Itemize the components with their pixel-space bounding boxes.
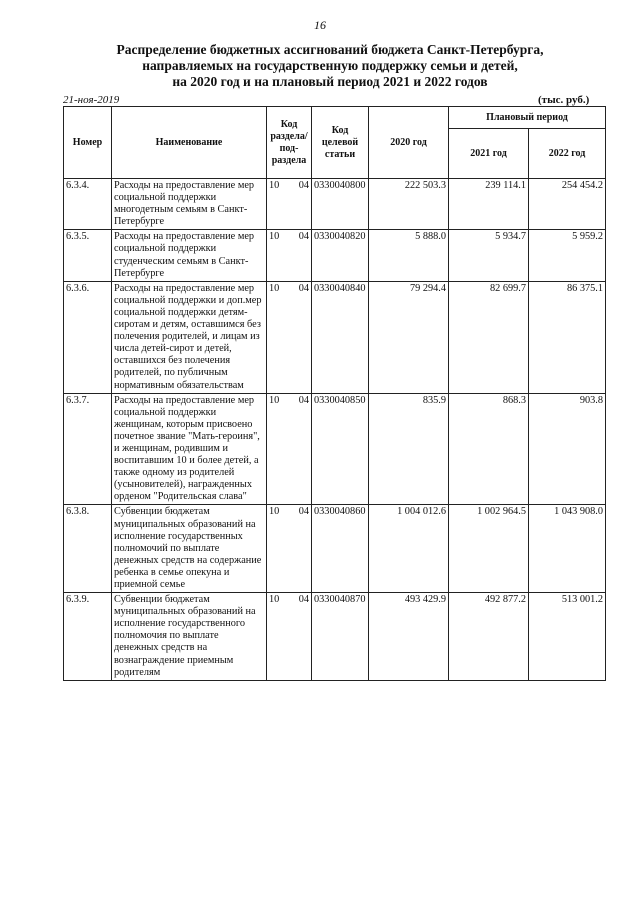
subsection-code: 04	[298, 506, 309, 518]
row-value-2022: 86 375.1	[529, 281, 606, 393]
section-code: 10	[269, 394, 280, 406]
row-value-2021: 868.3	[449, 393, 529, 505]
row-section-code	[267, 281, 312, 393]
row-name: Расходы на предоставление мер социальной поддержки многодетным семьям в Санкт-Петербурге	[112, 179, 267, 230]
subsection-code: 04	[298, 394, 309, 406]
subsection-code: 04	[298, 282, 309, 294]
header-name: Наименование	[112, 107, 267, 179]
document-title	[60, 42, 600, 90]
header-number: Номер	[64, 107, 112, 179]
row-section-code	[267, 505, 312, 593]
document-date: 21-ноя-2019	[63, 94, 120, 106]
row-value-2022: 254 454.2	[529, 179, 606, 230]
title-line: Распределение бюджетных ассигнований бюджета Санкт-Петербурга,	[116, 42, 544, 57]
row-name: Субвенции бюджетам муниципальных образований на исполнение государственных полномочий по выплате денежных средств на содержание ребенка в семье опекуна и приемной семье	[112, 505, 267, 593]
table-row	[64, 281, 606, 393]
row-value-2020: 222 503.3	[369, 179, 449, 230]
header-target-code: Код целевой статьи	[312, 107, 369, 179]
row-target-code: 0330040800	[312, 179, 369, 230]
row-number: 6.3.9.	[64, 593, 112, 681]
row-value-2020: 5 888.0	[369, 230, 449, 281]
row-value-2021: 1 002 964.5	[449, 505, 529, 593]
row-number: 6.3.6.	[64, 281, 112, 393]
header-year-2021: 2021 год	[449, 129, 529, 179]
row-number: 6.3.4.	[64, 179, 112, 230]
table-row	[64, 505, 606, 593]
row-name: Субвенции бюджетам муниципальных образований на исполнение государственного полномочия по выплате денежных средств на вознаграждение приемным родителям	[112, 593, 267, 681]
header-year-2020: 2020 год	[369, 107, 449, 179]
subsection-code: 04	[298, 231, 309, 243]
row-value-2021: 492 877.2	[449, 593, 529, 681]
row-name: Расходы на предоставление мер социальной поддержки студенческим семьям в Санкт-Петербурге	[112, 230, 267, 281]
section-code: 10	[269, 180, 280, 191]
row-number: 6.3.5.	[64, 230, 112, 281]
row-number: 6.3.8.	[64, 505, 112, 593]
section-code: 10	[269, 506, 280, 518]
row-value-2021: 82 699.7	[449, 281, 529, 393]
title-line: направляемых на государственную поддержку семьи и детей,	[142, 58, 518, 73]
title-line: на 2020 год и на плановый период 2021 и 2022 годов	[172, 74, 488, 89]
row-name: Расходы на предоставление мер социальной поддержки женщинам, которым присвоено почетное звание "Мать-героиня", и женщинам, родившим и воспитавшим 10 и более детей, а также одному из родителей (усыновителей), награжденных орденом "Родительская слава"	[112, 393, 267, 505]
row-target-code: 0330040850	[312, 393, 369, 505]
header-section-code: Код раздела/ под- раздела	[267, 107, 312, 179]
table-row	[64, 179, 606, 230]
row-value-2020: 79 294.4	[369, 281, 449, 393]
row-target-code: 0330040860	[312, 505, 369, 593]
page-number: 16	[314, 18, 326, 32]
row-value-2021: 239 114.1	[449, 179, 529, 230]
row-value-2021: 5 934.7	[449, 230, 529, 281]
section-code: 10	[269, 231, 280, 243]
row-target-code: 0330040820	[312, 230, 369, 281]
row-section-code	[267, 179, 312, 230]
header-planned-period: Плановый период	[449, 107, 606, 129]
row-target-code: 0330040840	[312, 281, 369, 393]
subsection-code: 04	[298, 594, 309, 606]
row-target-code: 0330040870	[312, 593, 369, 681]
row-value-2022: 5 959.2	[529, 230, 606, 281]
row-section-code	[267, 230, 312, 281]
row-number: 6.3.7.	[64, 393, 112, 505]
row-value-2022: 903.8	[529, 393, 606, 505]
row-value-2020: 835.9	[369, 393, 449, 505]
table-row	[64, 393, 606, 505]
row-name: Расходы на предоставление мер социальной поддержки и доп.мер социальной поддержки детям-сиротам и детям, оставшимся без полечения родителей, и лицам из числа детей-сирот и детей, оставшихся без полечения родителей, по публичным нормативным обязательствам	[112, 281, 267, 393]
budget-table	[63, 106, 606, 681]
row-value-2020: 1 004 012.6	[369, 505, 449, 593]
header-year-2022: 2022 год	[529, 129, 606, 179]
unit-label: (тыс. руб.)	[538, 94, 590, 106]
row-section-code	[267, 393, 312, 505]
row-value-2020: 493 429.9	[369, 593, 449, 681]
row-section-code	[267, 593, 312, 681]
row-value-2022: 1 043 908.0	[529, 505, 606, 593]
section-code: 10	[269, 594, 280, 606]
subsection-code: 04	[298, 180, 309, 191]
row-value-2022: 513 001.2	[529, 593, 606, 681]
section-code: 10	[269, 282, 280, 294]
table-row	[64, 593, 606, 681]
table-row	[64, 230, 606, 281]
